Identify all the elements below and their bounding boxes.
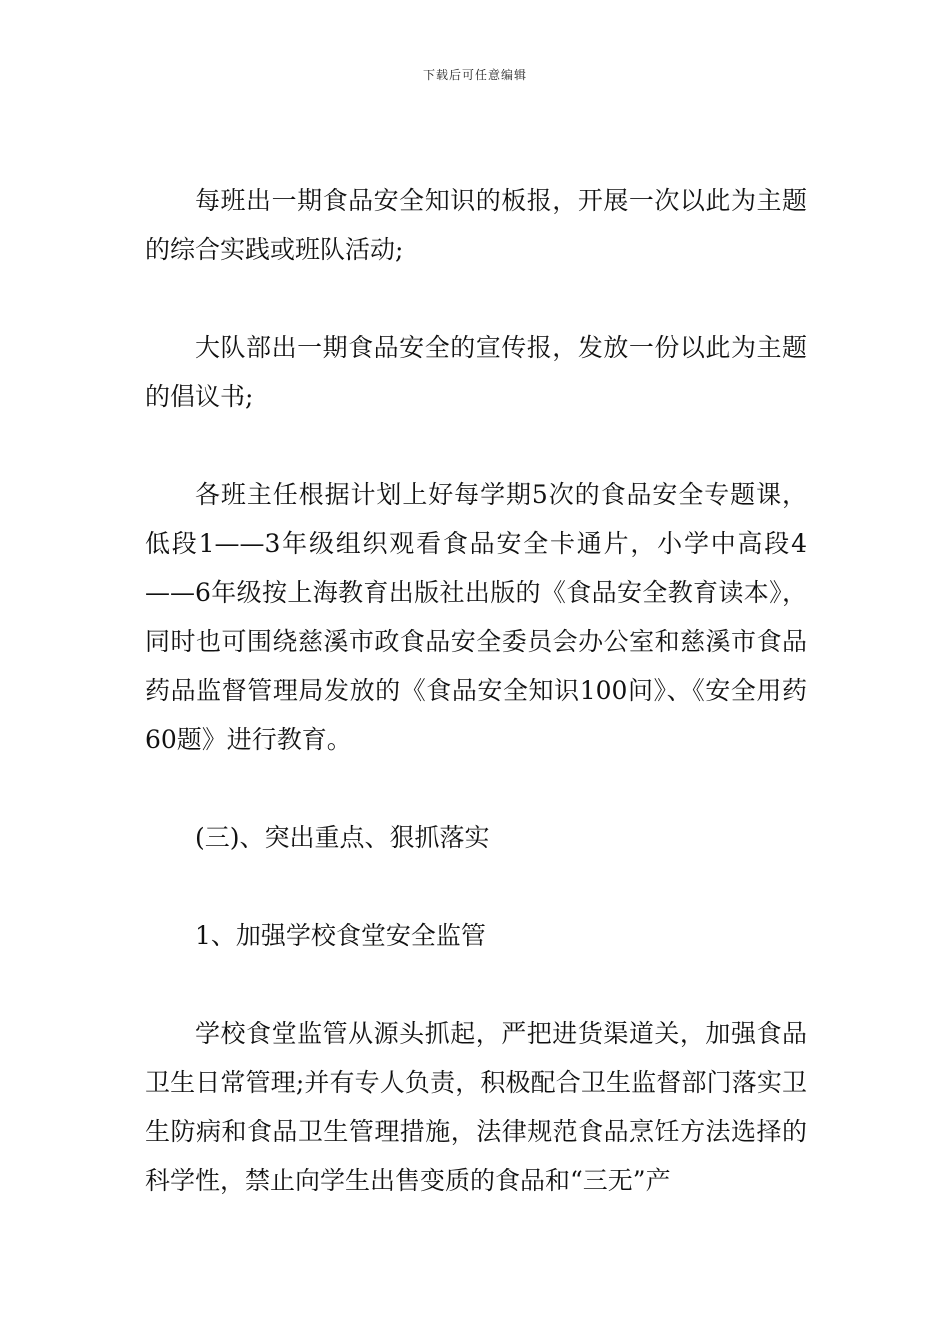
page-header: 下载后可任意编辑 <box>422 68 527 82</box>
paragraph-brigade-poster: 大队部出一期食品安全的宣传报，发放一份以此为主题的倡议书; <box>145 333 807 411</box>
paragraph-canteen-details: 学校食堂监管从源头抓起，严把进货渠道关，加强食品卫生日常管理;并有专人负责，积极配合卫生监督部门落实卫生防病和食品卫生管理措施，法律规范食品烹饪方法选择的科学性，禁止向学生出售变质的食品和“三无”产 <box>145 1019 807 1195</box>
section-heading-three: (三)、突出重点、狠抓落实 <box>195 823 490 852</box>
paragraph-class-blackboard: 每班出一期食品安全知识的板报，开展一次以此为主题的综合实践或班队活动; <box>145 186 807 264</box>
document-body <box>145 176 807 1205</box>
subheading-canteen-supervision: 1、加强学校食堂安全监管 <box>195 921 486 950</box>
paragraph-safety-lessons: 各班主任根据计划上好每学期5次的食品安全专题课，低段1——3年级组织观看食品安全卡通片，小学中高段4——6年级按上海教育出版社出版的《食品安全教育读本》，同时也可围绕慈溪市政食品安全委员会办公室和慈溪市食品药品监督管理局发放的《食品安全知识100问》、《安全用药60题》进行教育。 <box>145 480 807 754</box>
